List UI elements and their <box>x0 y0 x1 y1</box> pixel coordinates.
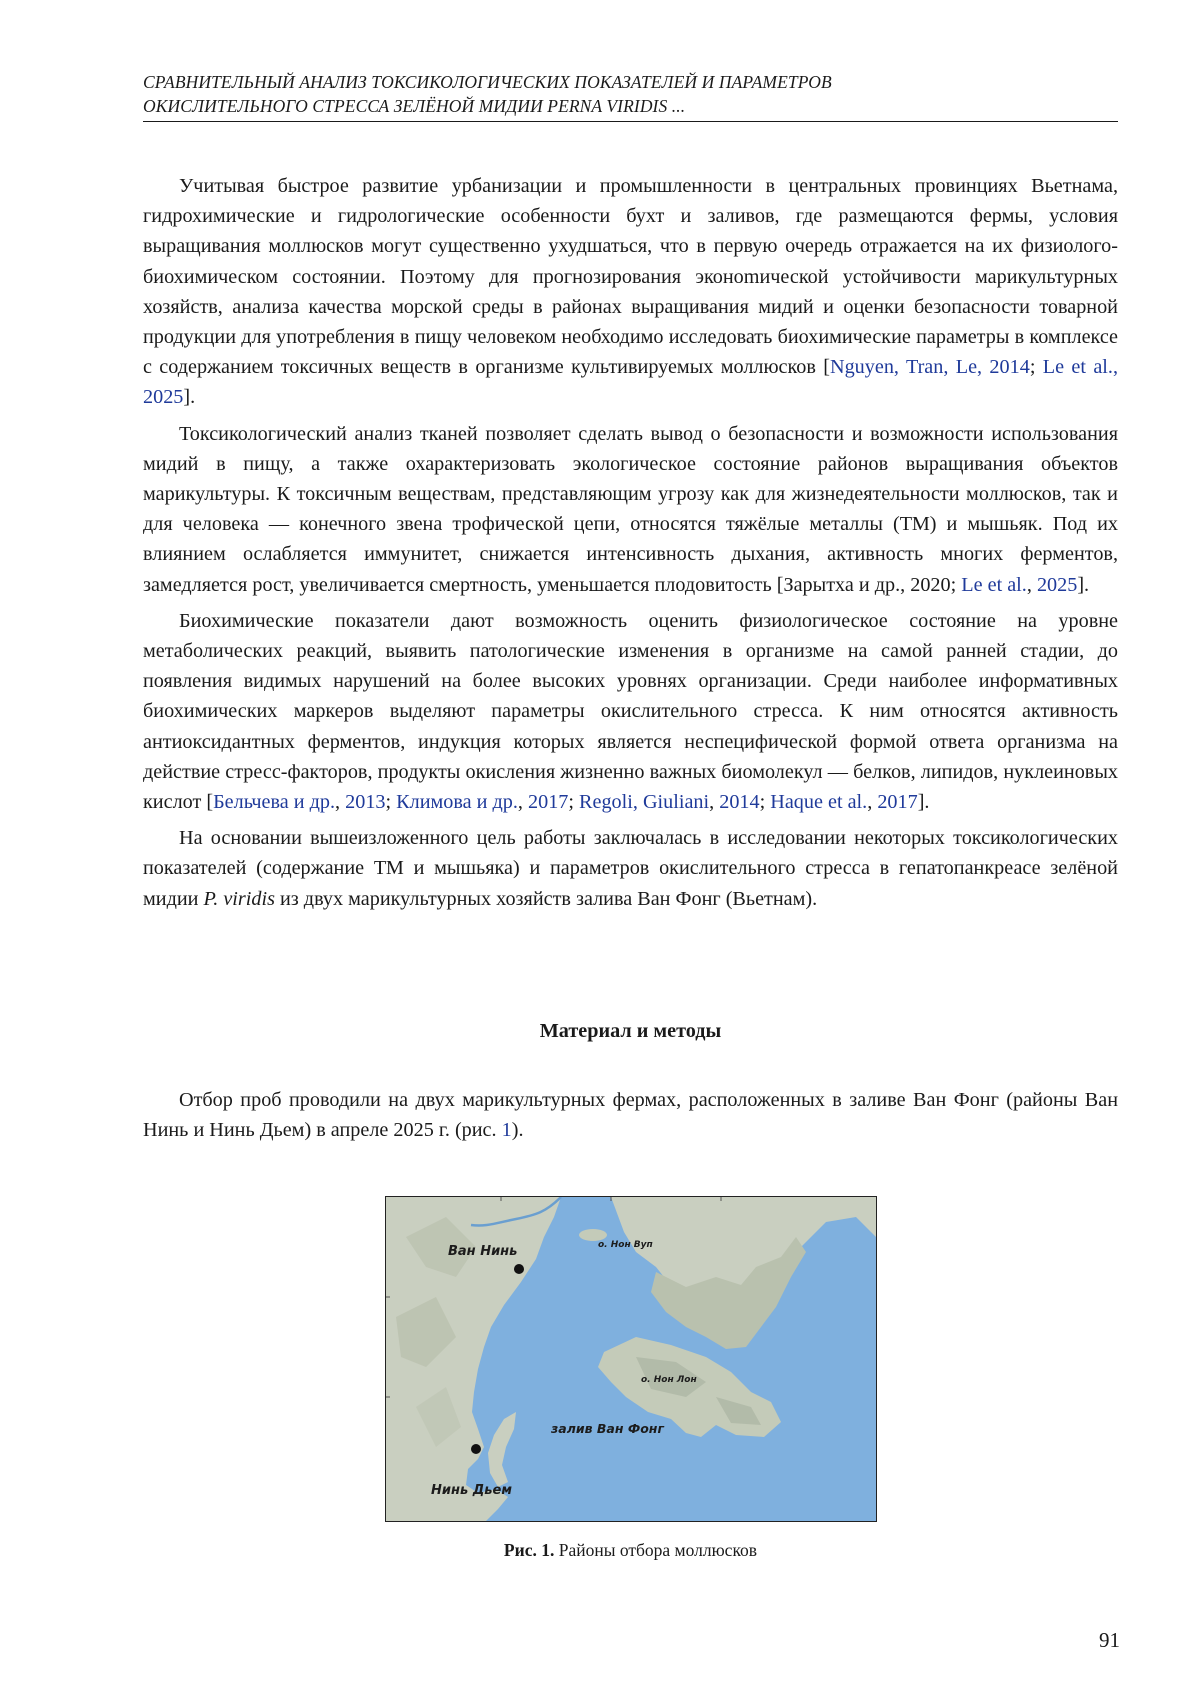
citation-le-2025[interactable]: Le et al., 2025 <box>143 356 1119 409</box>
citation-haque[interactable]: Haque et al. <box>770 791 868 814</box>
paragraph-1-text: Учитывая быстрое развитие урбанизации и промышленности в центральных провинциях Вьетнама, гидрохимические и гидрологические особенности бухт и заливов, где размещаются фермы, условия выращивания моллюсков могут существенно ухудшаться, что в первую очередь отражается на их физиолого-биохимическом состоянии. Поэтому для прогнозирования эконоmической устойчивости марикультурных хозяйств, анализа качества морской среды в районах выращивания мидий и оценки безопасности товарной продукции для употребления в пищу человеком необходимо исследовать биохимические параметры в комплексе с содержанием токсичных веществ в организме культивируемых моллюсков [ <box>143 175 1118 379</box>
running-head <box>143 70 1118 122</box>
paragraph-2 <box>143 419 1118 600</box>
paragraph-3-text: Биохимические показатели дают возможность оценить физиологическое состояние на уровне метаболических реакций, выявить патологические изменения в организме на самой ранней стадии, до появления видимых нарушений на более высоких уровнях организации. Среди наиболее информативных биохимических маркеров выделяют параметры окислительного стресса. К ним относятся активность антиоксидантных ферментов, индукция которых является неспецифической формой ответа организма на действие стресс-факторов, продукты окисления жизненно важных биомолекул — белков, липидов, нуклеиновых кислот [ <box>143 609 1118 814</box>
citation-separator: ; <box>568 791 580 814</box>
methods-paragraph <box>143 1085 1118 1145</box>
citation-separator: , <box>1026 573 1037 596</box>
paragraph-4 <box>143 823 1118 914</box>
citation-2017-a[interactable]: 2017 <box>528 791 569 814</box>
paragraph-4-text: На основании вышеизложенного цель работы заключалась в исследовании некоторых токсикологических показателей (содержание ТМ и мышьяка) и параметров окислительного стресса в гепатопанкреасе зелёной мидии <box>143 827 1118 910</box>
figure-caption-label: Рис. 1. <box>503 1540 555 1560</box>
methods-paragraph-text: Отбор проб проводили на двух марикультурных фермах, расположенных в заливе Ван Фонг (районы Ван Нинь и Нинь Дьем) в апреле 2025 г. (рис. <box>143 1089 1118 1142</box>
paragraph-1 <box>143 171 1118 413</box>
figure-caption <box>143 1540 1118 1561</box>
section-title: Материал и методы <box>539 1020 722 1042</box>
sample-point-ninh-diem <box>471 1444 481 1454</box>
citation-separator: ; <box>759 791 771 814</box>
methods-text <box>143 1085 1118 1145</box>
paragraph-2-text: Токсикологический анализ тканей позволяет сделать вывод о безопасности и возможности использования мидий в пищу, а также охарактеризовать экологическое состояние районов выращивания объектов марикультуры. К токсичным веществам, представляющим угрозу как для жизнедеятельности моллюсков, так и для человека — конечного звена трофической цепи, относятся тяжёлые металлы (ТМ) и мышьяк. Под их влиянием ослабляется иммунитет, снижается интенсивность дыхания, активность многих ферментов, замедляется рост, увеличивается смертность, уменьшается плодовитость [Зарытха и др., 2020; <box>143 422 1118 596</box>
paragraph-2-end: ]. <box>1077 573 1090 596</box>
citation-belcheva[interactable]: Бельчева и др. <box>213 791 336 814</box>
citation-regoli-giuliani[interactable]: Regoli, Giuliani <box>579 791 710 814</box>
citation-2014[interactable]: 2014 <box>719 791 760 814</box>
citation-separator: ; <box>1029 356 1043 379</box>
citation-separator: , <box>867 791 878 814</box>
citation-klimova[interactable]: Климова и др. <box>396 791 518 814</box>
page-number: 91 <box>1099 1628 1120 1652</box>
paragraph-1-end: ]. <box>183 386 196 409</box>
sample-point-van-ninh <box>514 1264 524 1274</box>
citation-le-et-al[interactable]: Le et al. <box>961 573 1027 596</box>
paragraph-3-end: ]. <box>917 791 930 814</box>
citation-separator: ; <box>385 791 397 814</box>
citation-2013[interactable]: 2013 <box>345 791 386 814</box>
map-label-bay: залив Ван Фонг <box>551 1421 664 1436</box>
paragraph-3 <box>143 606 1118 817</box>
species-name: P. viridis <box>203 887 275 910</box>
citation-separator: , <box>335 791 346 814</box>
map-label-hon-lon: о. Нон Лон <box>641 1375 697 1385</box>
running-head-line1: СРАВНИТЕЛЬНЫЙ АНАЛИЗ ТОКСИКОЛОГИЧЕСКИХ ПОКАЗАТЕЛЕЙ И ПАРАМЕТРОВ <box>143 72 832 92</box>
running-head-line2: ОКИСЛИТЕЛЬНОГО СТРЕССА ЗЕЛЁНОЙ МИДИИ PERNA VIRIDIS ... <box>143 96 686 116</box>
figure-reference[interactable]: 1 <box>501 1119 512 1142</box>
methods-paragraph-end: ). <box>511 1119 524 1142</box>
map-label-hon-vung: о. Нон Вуп <box>598 1240 653 1250</box>
citation-2017-b[interactable]: 2017 <box>877 791 918 814</box>
citation-2025[interactable]: 2025 <box>1036 573 1078 596</box>
figure-caption-text: Районы отбора моллюсков <box>554 1540 758 1560</box>
citation-nguyen-2014[interactable]: Nguyen, Tran, Le, 2014 <box>830 356 1030 379</box>
figure-map <box>385 1196 877 1522</box>
body-text <box>143 171 1118 920</box>
citation-separator: , <box>517 791 528 814</box>
paragraph-4-end: из двух марикультурных хозяйств залива Ван Фонг (Вьетнам). <box>274 887 818 910</box>
map-label-ninh-diem: Нинь Дьем <box>431 1483 512 1498</box>
citation-separator: , <box>709 791 720 814</box>
map-svg <box>386 1197 876 1521</box>
map-label-van-ninh: Ван Нинь <box>448 1244 518 1259</box>
